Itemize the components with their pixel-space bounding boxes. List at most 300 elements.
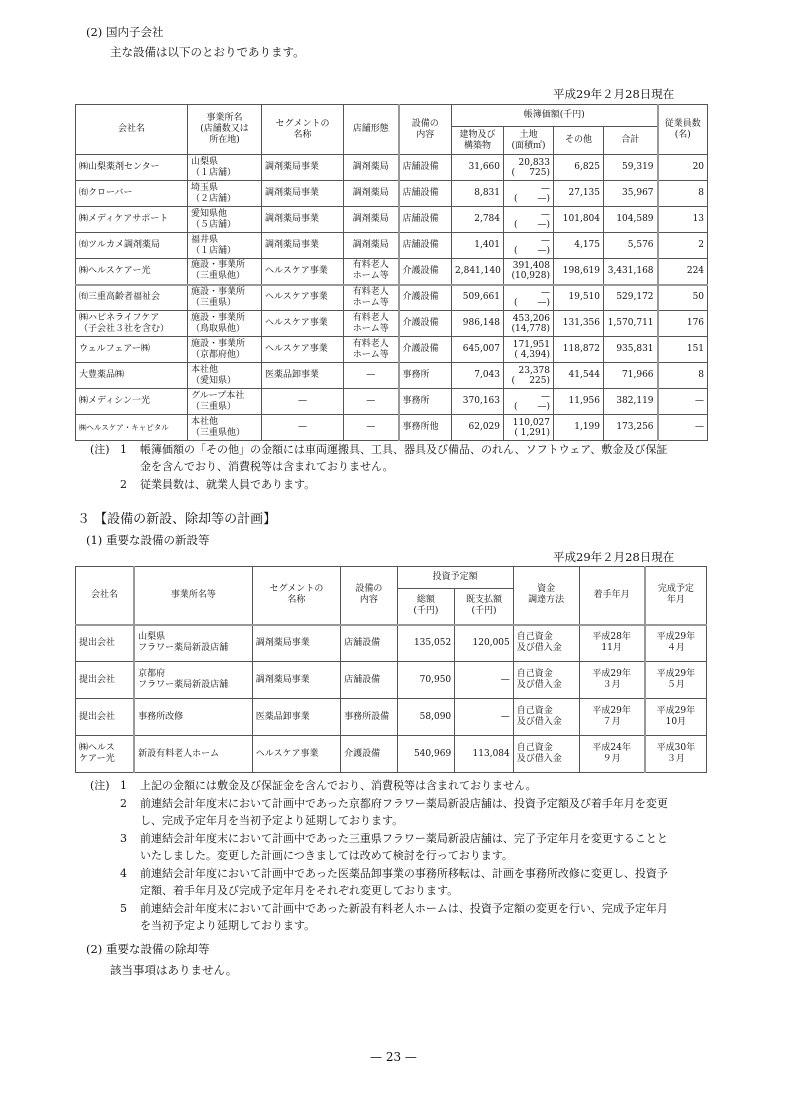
header-office-line: 所在地) — [209, 135, 240, 145]
header-store-type: 店舗形態 — [344, 105, 399, 155]
land-area: ( —) — [513, 297, 550, 308]
office-cell — [134, 662, 252, 699]
header-planned-investment: 投資予定額 — [397, 567, 513, 589]
equipment-cell: 店舗設備 — [399, 233, 452, 259]
funding-line: 及び借入金 — [516, 717, 562, 727]
header-equipment — [399, 105, 452, 155]
equipment-cell: 事務所設備 — [341, 699, 398, 736]
completion-cell — [645, 699, 707, 736]
segment-cell: 調剤薬局事業 — [252, 625, 340, 662]
total-value-cell: 935,831 — [604, 337, 658, 363]
header-book-value: 帳簿価額(千円) — [452, 105, 658, 127]
office-line: 施設・事業所 — [191, 338, 246, 349]
total-value-cell: 1,570,711 — [604, 311, 658, 337]
header-equipment — [341, 567, 398, 625]
office-line: （三重県他） — [191, 427, 246, 438]
total-value-cell: 529,172 — [604, 285, 658, 311]
employees-cell: 8 — [658, 181, 708, 207]
table-row — [76, 337, 708, 363]
completion-line: 10月 — [665, 717, 687, 727]
other-value-cell: 118,872 — [554, 337, 604, 363]
store-type-cell — [344, 181, 399, 207]
header-buildings — [452, 127, 504, 155]
header-completion-line: 完成予定 — [657, 584, 694, 595]
land-value-cell — [504, 389, 554, 415]
header-employees-line: (名) — [674, 129, 691, 140]
segment-cell: ヘルスケア事業 — [262, 337, 344, 363]
note-number: 2 — [120, 478, 127, 491]
office-line: （５店舗） — [191, 219, 237, 230]
header-segment-line: 名称 — [293, 129, 312, 140]
land-area: ( —) — [513, 245, 550, 256]
land-value: — — [541, 235, 550, 246]
note-text: 定額、着手年月及び完成予定年月をそれぞれ変更しております。 — [140, 884, 459, 897]
header-total-line: 総額 — [416, 595, 435, 606]
office-cell — [188, 285, 262, 311]
company-name-cell — [76, 311, 188, 337]
note-text: 金を含んでおり、消費税等は含まれておりません。 — [140, 460, 394, 473]
land-area: ( 4,394) — [514, 349, 550, 360]
section-intro: 主な設備は以下のとおりであります。 — [110, 45, 305, 59]
other-value-cell: 101,804 — [554, 207, 604, 233]
note-number: 3 — [120, 831, 127, 845]
header-equipment-line: 設備の — [411, 118, 439, 129]
company-name-cell: ㈱ヘルスケア・キャピタル — [76, 415, 188, 441]
employees-cell: — — [658, 415, 708, 441]
total-value-cell: 59,319 — [604, 155, 658, 181]
table-row — [76, 662, 707, 699]
note-number: 1 — [120, 443, 127, 456]
header-office-line: (店舗数又は — [200, 124, 249, 134]
land-area: ( —) — [513, 219, 550, 230]
start-cell — [579, 662, 645, 699]
equipment-cell: 介護設備 — [399, 285, 452, 311]
completion-line: 平成29年 — [656, 632, 696, 643]
employees-cell: 50 — [658, 285, 708, 311]
header-company: 会社名 — [76, 567, 135, 625]
store-type-line: 有料老人 — [352, 312, 389, 323]
company-name-cell: ㈱ヘルスケアー光 — [76, 259, 188, 285]
segment-cell: ヘルスケア事業 — [262, 285, 344, 311]
other-value-cell: 27,135 — [554, 181, 604, 207]
company-name-cell: ウェルフェアー㈱ — [76, 337, 188, 363]
office-line: （三重県他） — [191, 271, 246, 282]
notes-label: (注) — [90, 443, 110, 456]
land-value-cell — [504, 337, 554, 363]
header-office: 事業所名等 — [134, 567, 252, 625]
subsection-new-equipment: (1) 重要な設備の新設等 — [86, 533, 210, 547]
funding-line: 自己資金 — [516, 669, 553, 679]
note-text: 従業員数は、就業人員であります。 — [140, 478, 316, 491]
funding-line: 及び借入金 — [516, 643, 562, 654]
start-line: ７月 — [602, 717, 621, 727]
office-cell — [188, 181, 262, 207]
total-value-cell: 71,966 — [604, 363, 658, 389]
paid-amount-cell: — — [455, 699, 514, 736]
store-type-cell — [344, 285, 399, 311]
segment-cell: 調剤薬局事業 — [262, 155, 344, 181]
segment-cell: 調剤薬局事業 — [262, 181, 344, 207]
office-line: （２店舗） — [191, 193, 237, 204]
new-equipment-plan-table — [75, 566, 707, 773]
other-value-cell: 1,199 — [554, 415, 604, 441]
company-name-cell: ㈲ツルカメ調剤薬局 — [76, 233, 188, 259]
header-funding — [513, 567, 579, 625]
table-row — [76, 389, 708, 415]
segment-cell: — — [262, 389, 344, 415]
equipment-cell: 店舗設備 — [341, 625, 398, 662]
store-type-line: — — [366, 422, 376, 432]
funding-line: 自己資金 — [516, 743, 553, 753]
office-cell — [188, 389, 262, 415]
equipment-cell: 店舗設備 — [399, 181, 452, 207]
completion-line: ４月 — [666, 643, 685, 654]
header-employees — [658, 105, 708, 155]
note-number: 5 — [120, 901, 127, 915]
buildings-value-cell: 8,831 — [452, 181, 504, 207]
office-cell — [188, 363, 262, 389]
segment-cell: — — [262, 415, 344, 441]
domestic-subsidiaries-table — [75, 104, 708, 441]
store-type-cell — [344, 207, 399, 233]
equipment-cell: 事務所 — [399, 389, 452, 415]
note-text: し、完成予定年月を当初予定より延期しております。 — [140, 814, 404, 827]
land-value: — — [541, 209, 550, 220]
header-buildings-line: 構築物 — [463, 140, 491, 151]
buildings-value-cell: 370,163 — [452, 389, 504, 415]
completion-cell — [645, 662, 707, 699]
company-name-line: ケアー光 — [79, 754, 115, 764]
segment-cell: 調剤薬局事業 — [252, 662, 340, 699]
buildings-value-cell: 7,043 — [452, 363, 504, 389]
funding-cell — [513, 736, 579, 773]
store-type-cell — [344, 311, 399, 337]
buildings-value-cell: 986,148 — [452, 311, 504, 337]
segment-cell: 調剤薬局事業 — [262, 207, 344, 233]
as-of-date: 平成29年２月28日現在 — [553, 550, 675, 564]
header-office — [188, 105, 262, 155]
land-value: 453,206 — [512, 313, 550, 324]
table-row — [76, 155, 708, 181]
header-paid-line: (千円) — [471, 606, 497, 617]
header-funding-line: 資金 — [537, 584, 556, 595]
buildings-value-cell: 2,841,140 — [452, 259, 504, 285]
funding-cell — [513, 662, 579, 699]
company-name-cell — [76, 736, 135, 773]
header-total-line: (千円) — [413, 606, 439, 617]
land-value-cell — [504, 181, 554, 207]
office-line: 福井県 — [191, 234, 219, 245]
other-value-cell: 4,175 — [554, 233, 604, 259]
office-line: （１店舗） — [191, 167, 237, 178]
header-office-line: 事業所名 — [206, 113, 243, 123]
table-row — [76, 736, 707, 773]
completion-line: ５月 — [666, 680, 685, 690]
start-cell — [579, 625, 645, 662]
store-type-line: — — [366, 396, 376, 406]
segment-cell: ヘルスケア事業 — [262, 311, 344, 337]
note-text: を当初予定より延期しております。 — [140, 919, 316, 932]
office-line: （三重県） — [191, 401, 237, 412]
office-line: フラワー薬局新設店舗 — [138, 680, 229, 690]
land-value: — — [541, 391, 550, 402]
other-value-cell: 19,510 — [554, 285, 604, 311]
other-value-cell: 41,544 — [554, 363, 604, 389]
segment-cell: 調剤薬局事業 — [262, 233, 344, 259]
paid-amount-cell: 113,084 — [455, 736, 514, 773]
employees-cell: 2 — [658, 233, 708, 259]
land-value: 23,378 — [518, 365, 550, 376]
completion-line: 平成29年 — [656, 669, 696, 679]
office-line: （鳥取県他） — [191, 323, 246, 334]
completion-line: ３月 — [666, 754, 685, 764]
total-amount-cell: 540,969 — [397, 736, 455, 773]
header-segment-line: セグメントの — [275, 118, 330, 129]
total-value-cell: 3,431,168 — [604, 259, 658, 285]
funding-line: 及び借入金 — [516, 680, 562, 690]
header-completion-line: 年月 — [666, 595, 685, 606]
total-value-cell: 104,589 — [604, 207, 658, 233]
table-row — [76, 625, 707, 662]
store-type-cell — [344, 233, 399, 259]
funding-cell — [513, 699, 579, 736]
completion-cell — [645, 736, 707, 773]
header-completion — [645, 567, 707, 625]
store-type-cell — [344, 389, 399, 415]
office-line: 愛知県他 — [191, 208, 228, 219]
office-line: 山梨県 — [191, 156, 219, 167]
funding-line: 自己資金 — [516, 706, 553, 716]
land-value-cell — [504, 363, 554, 389]
note-text: 上記の金額には敷金及び保証金を含んでおり、消費税等は含まれておりません。 — [140, 779, 537, 792]
header-other: その他 — [554, 127, 604, 155]
total-value-cell: 5,576 — [604, 233, 658, 259]
header-paid-line: 既支払額 — [465, 595, 502, 606]
start-line: 平成29年 — [592, 669, 631, 679]
store-type-line: ホーム等 — [352, 297, 389, 308]
land-area: ( 1,291) — [514, 427, 550, 438]
office-line: 本社他 — [191, 364, 219, 375]
equipment-cell: 店舗設備 — [399, 155, 452, 181]
note-number: 4 — [120, 866, 127, 880]
header-segment — [252, 567, 340, 625]
buildings-value-cell: 31,660 — [452, 155, 504, 181]
other-value-cell: 131,356 — [554, 311, 604, 337]
buildings-value-cell: 2,784 — [452, 207, 504, 233]
subsection-equipment-disposal: (2) 重要な設備の除却等 — [86, 942, 210, 956]
company-name-line: 提出会社 — [79, 711, 116, 722]
store-type-line: 調剤薬局 — [352, 240, 389, 250]
note-text: 前連結会計年度において計画中であった医薬品卸事業の事務所移転は、計画を事務所改修に変更し、投資予 — [140, 866, 668, 880]
header-total: 合計 — [604, 127, 658, 155]
land-area: (14,778) — [511, 323, 550, 334]
office-line: 新設有料老人ホーム — [138, 748, 220, 759]
segment-cell: 医薬品卸事業 — [262, 363, 344, 389]
note-text: いたしました。変更した計画につきましては改めて検討を行っております。 — [140, 849, 513, 862]
table-row — [76, 415, 708, 441]
office-cell — [188, 207, 262, 233]
table-row — [76, 699, 707, 736]
company-name-cell: ㈱メディケアサポート — [76, 207, 188, 233]
start-cell — [579, 699, 645, 736]
store-type-cell — [344, 363, 399, 389]
employees-cell: 20 — [658, 155, 708, 181]
equipment-cell: 介護設備 — [399, 311, 452, 337]
total-value-cell: 35,967 — [604, 181, 658, 207]
table-row — [76, 259, 708, 285]
office-line: （三重県） — [191, 297, 237, 308]
store-type-cell — [344, 415, 399, 441]
header-land-line: (面積㎡) — [511, 140, 546, 151]
store-type-line: ホーム等 — [352, 349, 389, 360]
land-value-cell — [504, 415, 554, 441]
table-row — [76, 311, 708, 337]
segment-cell: ヘルスケア事業 — [262, 259, 344, 285]
note-number: 1 — [120, 779, 127, 792]
section-heading-equipment-plans: ３ 【設備の新設、除却等の計画】 — [77, 512, 277, 527]
office-line: （京都府他） — [191, 349, 246, 360]
buildings-value-cell: 509,661 — [452, 285, 504, 311]
header-segment — [262, 105, 344, 155]
table-row — [76, 233, 708, 259]
store-type-cell — [344, 259, 399, 285]
land-value-cell — [504, 233, 554, 259]
paid-amount-cell: 120,005 — [455, 625, 514, 662]
start-line: 平成29年 — [592, 706, 631, 716]
employees-cell: — — [658, 389, 708, 415]
segment-cell: ヘルスケア事業 — [252, 736, 340, 773]
store-type-cell — [344, 337, 399, 363]
other-value-cell: 11,956 — [554, 389, 604, 415]
land-area: ( —) — [513, 401, 550, 412]
note-number: 2 — [120, 796, 127, 810]
store-type-line: 有料老人 — [352, 338, 389, 349]
land-value-cell — [504, 259, 554, 285]
total-amount-cell: 58,090 — [397, 699, 455, 736]
table-row — [76, 285, 708, 311]
equipment-cell: 介護設備 — [399, 259, 452, 285]
header-paid-amount — [455, 589, 514, 625]
buildings-value-cell: 1,401 — [452, 233, 504, 259]
equipment-cell: 事務所 — [399, 363, 452, 389]
table-row — [76, 363, 708, 389]
land-area: ( —) — [513, 193, 550, 204]
land-value: 171,951 — [512, 339, 550, 350]
office-line: （愛知県） — [191, 375, 237, 386]
start-line: ９月 — [602, 754, 621, 764]
land-value: — — [541, 183, 550, 194]
header-funding-line: 調達方法 — [528, 595, 565, 606]
store-type-line: 調剤薬局 — [352, 214, 389, 224]
land-value-cell — [504, 155, 554, 181]
land-area: ( 725) — [511, 167, 550, 178]
employees-cell: 151 — [658, 337, 708, 363]
start-line: 平成24年 — [592, 743, 631, 753]
section-heading-domestic-subsidiaries: (2) 国内子会社 — [86, 25, 164, 39]
company-name-cell: ㈲三重高齢者福祉会 — [76, 285, 188, 311]
funding-line: 及び借入金 — [516, 754, 562, 764]
company-name-cell — [76, 699, 135, 736]
header-land-line: 土地 — [519, 129, 538, 140]
land-value: 391,408 — [512, 261, 550, 272]
company-name-cell — [76, 662, 135, 699]
equipment-cell: 店舗設備 — [399, 207, 452, 233]
company-name-cell: ㈱山梨薬剤センター — [76, 155, 188, 181]
notes-label: (注) — [90, 779, 110, 792]
office-cell — [188, 259, 262, 285]
start-line: 11月 — [601, 643, 622, 654]
header-segment-line: セグメントの — [269, 584, 324, 595]
header-segment-line: 名称 — [287, 595, 306, 606]
start-line: 平成28年 — [592, 632, 631, 643]
land-area: (10,928) — [511, 271, 550, 282]
store-type-line: ホーム等 — [352, 323, 389, 334]
office-cell — [134, 625, 252, 662]
store-type-line: 調剤薬局 — [352, 188, 389, 198]
office-line: 事務所改修 — [138, 711, 184, 722]
total-value-cell: 173,256 — [604, 415, 658, 441]
start-cell — [579, 736, 645, 773]
land-value-cell — [504, 207, 554, 233]
note-text: 帳簿価額の「その他」の金額には車両運搬具、工具、器具及び備品、のれん、ソフトウェア、敷金及び保証 — [140, 443, 668, 456]
buildings-value-cell: 645,007 — [452, 337, 504, 363]
store-type-line: ホーム等 — [352, 271, 389, 282]
buildings-value-cell: 62,029 — [452, 415, 504, 441]
header-company: 会社名 — [76, 105, 188, 155]
office-cell — [188, 233, 262, 259]
office-line: 埼玉県 — [191, 182, 219, 193]
employees-cell: 8 — [658, 363, 708, 389]
header-total-amount — [397, 589, 455, 625]
funding-line: 自己資金 — [516, 632, 553, 643]
company-name-line: （子会社３社を含む） — [79, 323, 170, 334]
disposal-text: 該当事項はありません。 — [110, 963, 238, 977]
office-cell — [188, 337, 262, 363]
company-name-cell: ㈲クローバー — [76, 181, 188, 207]
header-land — [504, 127, 554, 155]
employees-cell: 176 — [658, 311, 708, 337]
office-line: グループ本社 — [191, 390, 245, 401]
header-equipment-line: 内容 — [416, 129, 435, 140]
land-area: ( 225) — [511, 375, 550, 386]
office-line: フラワー薬局新設店舗 — [138, 643, 229, 654]
other-value-cell: 6,825 — [554, 155, 604, 181]
total-amount-cell: 70,950 — [397, 662, 455, 699]
as-of-date: 平成29年２月28日現在 — [553, 87, 675, 101]
header-equipment-line: 設備の — [355, 584, 383, 595]
total-value-cell: 382,119 — [604, 389, 658, 415]
store-type-line: 有料老人 — [352, 260, 389, 271]
employees-cell: 13 — [658, 207, 708, 233]
equipment-cell: 店舗設備 — [341, 662, 398, 699]
store-type-cell — [344, 155, 399, 181]
header-buildings-line: 建物及び — [459, 129, 496, 140]
page-number: — 23 — — [370, 1050, 417, 1064]
equipment-cell: 事務所他 — [399, 415, 452, 441]
store-type-line: — — [366, 370, 376, 380]
header-start: 着手年月 — [579, 567, 645, 625]
land-value-cell — [504, 285, 554, 311]
company-name-line: ㈱ハピネライフケア — [79, 312, 160, 323]
office-line: 本社他 — [191, 416, 219, 427]
land-value: — — [541, 287, 550, 298]
office-line: 施設・事業所 — [191, 260, 246, 271]
note-text: 前連結会計年度末において計画中であった三重県フラワー薬局新設店舗は、完了予定年月を変更することと — [140, 831, 668, 845]
completion-line: 平成30年 — [656, 743, 696, 753]
table-row — [76, 181, 708, 207]
start-line: ３月 — [602, 680, 621, 690]
store-type-line: 調剤薬局 — [352, 162, 389, 172]
